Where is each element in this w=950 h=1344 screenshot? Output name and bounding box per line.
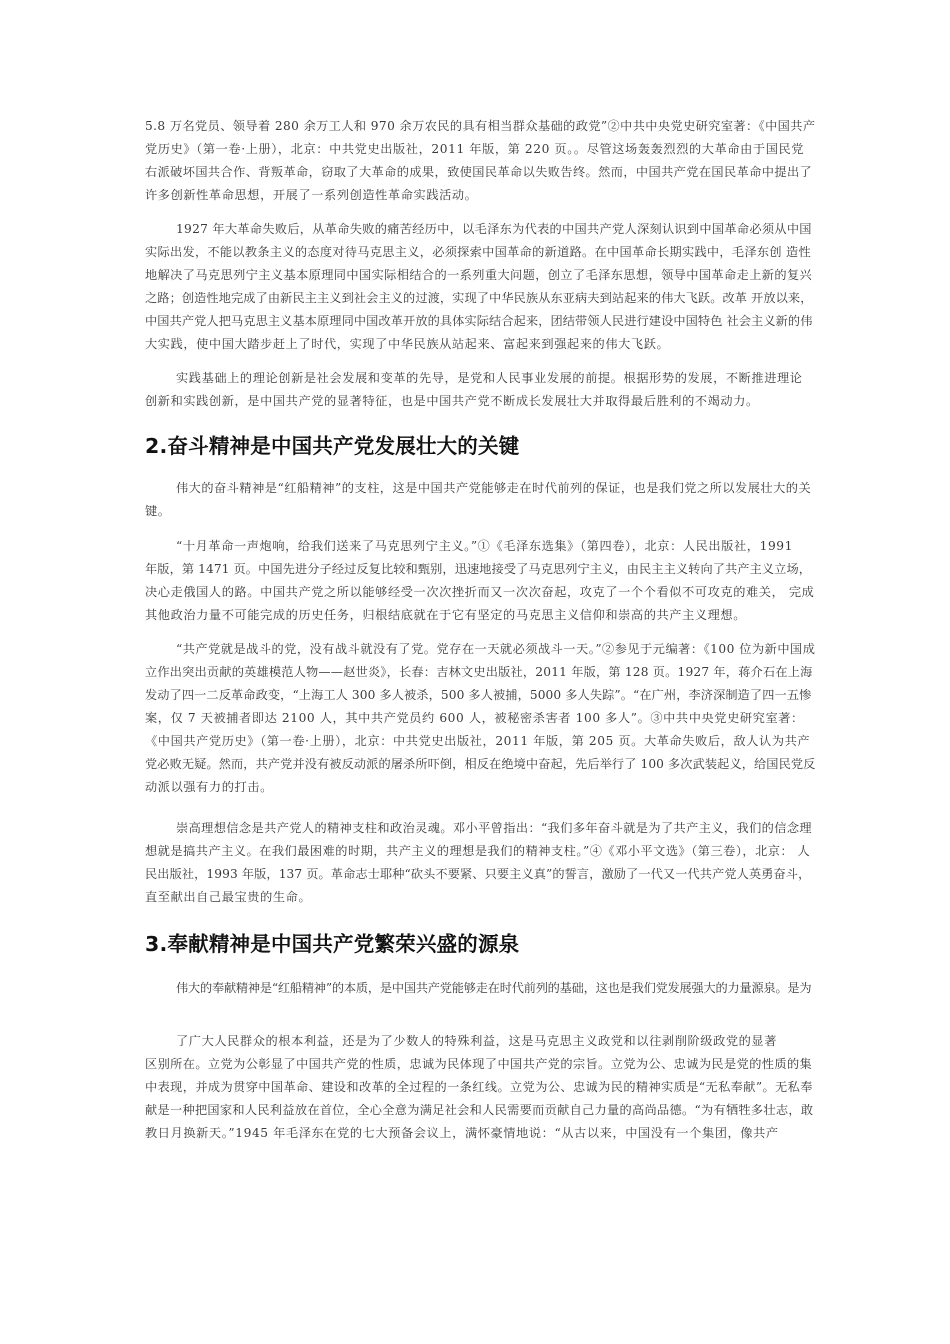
text-line: 许多创新性革命思想，开展了一系列创造性革命实践活动。: [145, 188, 478, 202]
text-line: 发动了四一二反革命政变，“上海工人 300 多人被杀，500 多人被捕，5000 多人失踪”。“在广州，李济深制造了四一五惨: [145, 688, 812, 702]
section-2-paragraph-3: [145, 638, 815, 799]
section-3-heading: 3.奉献精神是中国共产党繁荣兴盛的源泉: [145, 932, 520, 956]
section-3-paragraph-1: [145, 977, 815, 1000]
text-line: 民出版社，1993 年版，137 页。革命志士耶种“砍头不要紧、只要主义真”的誓言，激励了一代又一代共产党人英勇奋斗，: [145, 867, 811, 881]
text-line: 年版，第 1471 页。中国先进分子经过反复比较和甄别，迅速地接受了马克思列宁主义，由民主主义转向了共产主义立场，: [145, 562, 812, 576]
section-2-heading: 2.奋斗精神是中国共产党发展壮大的关键: [145, 434, 520, 458]
text-line: 之路；创造性地完成了由新民主主义到社会主义的过渡，实现了中华民族从东亚病夫到站起来的伟大飞跃。改革 开放以来，: [145, 291, 813, 305]
text-line: 决心走俄国人的路。中国共产党之所以能够经受一次次挫折而又一次次奋起，攻克了一个个看似不可攻克的难关， 完成: [145, 585, 815, 599]
intro-paragraph-2: [145, 218, 815, 356]
text-line: 创新和实践创新，是中国共产党的显著特征，也是中国共产党不断成长发展壮大并取得最后胜利的不竭动力。: [145, 394, 759, 408]
section-2-paragraph-2: [145, 535, 815, 627]
text-line: 党历史》（第一卷·上册），北京：中共党史出版社，2011 年版，第 220 页。。尽管这场轰轰烈烈的大革命由于国民党: [145, 142, 805, 156]
text-line: 党必败无疑。然而，共产党并没有被反动派的屠杀所吓倒，相反在绝境中奋起，先后举行了 100 多次武装起义，给国民党反: [145, 757, 816, 771]
text-line: 动派以强有力的打击。: [145, 780, 273, 794]
text-line: 了广大人民群众的根本利益，还是为了少数人的特殊利益，这是马克思主义政党和以往剥削阶级政党的显著: [176, 1034, 778, 1048]
text-line: 右派破坏国共合作、背叛革命，窃取了大革命的成果，致使国民革命以失败告终。然而，中国共产党在国民革命中提出了: [145, 165, 813, 179]
text-line: 实际出发，不能以教条主义的态度对待马克思主义，必须探索中国革命的新道路。在中国革命长期实践中，毛泽东创 造性: [145, 245, 812, 259]
intro-paragraph-3: [145, 367, 815, 413]
text-line: 《中国共产党历史》（第一卷·上册），北京：中共党史出版社，2011 年版，第 205 页。大革命失败后，敌人认为共产: [145, 734, 811, 748]
text-line: 地解决了马克思列宁主义基本原理同中国实际相结合的一系列重大问题，创立了毛泽东思想，领导中国革命走上新的复兴: [145, 268, 813, 282]
text-line: 案，仅 7 天被捕者即达 2100 人，其中共产党员约 600 人，被秘密杀害者 100 多人”。③中共中央党史研究室著：: [145, 711, 804, 725]
text-line: 1927 年大革命失败后，从革命失败的痛苦经历中，以毛泽东为代表的中国共产党人深刻认识到中国革命必须从中国: [176, 222, 812, 236]
text-line: 5.8 万名党员、领导着 280 余万工人和 970 余万农民的具有相当群众基础的政党”②中共中央党史研究室著：《中国共产: [145, 119, 816, 133]
text-line: 键。: [145, 504, 171, 518]
intro-paragraph-1: [145, 115, 815, 207]
text-line: 献是一种把国家和人民利益放在首位，全心全意为满足社会和人民需要而贡献自己力量的高尚品德。“为有牺牲多壮志，敢: [145, 1103, 814, 1117]
text-line: 直至献出自己最宝贵的生命。: [145, 890, 312, 904]
text-line: 想就是搞共产主义。在我们最困难的时期，共产主义的理想是我们的精神支柱。”④《邓小平文选》（第三卷），北京： 人: [145, 844, 811, 858]
text-line: “十月革命一声炮响，给我们送来了马克思列宁主义。”①《毛泽东选集》（第四卷），北京：人民出版社，1991: [176, 539, 794, 553]
section-3-paragraph-2: [145, 1030, 815, 1145]
text-line: 区别所在。立党为公彰显了中国共产党的性质，忠诚为民体现了中国共产党的宗旨。立党为公、忠诚为民是党的性质的集: [145, 1057, 813, 1071]
text-line: 中国共产党人把马克思主义基本原理同中国改革开放的具体实际结合起来，团结带领人民进行建设中国特色 社会主义新的伟: [145, 314, 813, 328]
text-line: 其他政治力量不可能完成的历史任务，归根结底就在于它有坚定的马克思主义信仰和崇高的共产主义理想。: [145, 608, 747, 622]
text-line: 中表现，并成为贯穿中国革命、建设和改革的全过程的一条红线。立党为公、忠诚为民的精神实质是“无私奉献”。无私奉: [145, 1080, 813, 1094]
text-line: 实践基础上的理论创新是社会发展和变革的先导，是党和人民事业发展的前提。根据形势的发展，不断推进理论: [176, 371, 803, 385]
text-line: 大实践，使中国大踏步赶上了时代，实现了中华民族从站起来、富起来到强起来的伟大飞跃。: [145, 337, 670, 351]
text-line: “共产党就是战斗的党，没有战斗就没有了党。党存在一天就必须战斗一天。”②参见于元编著：《100 位为新中国成: [176, 642, 816, 656]
text-line: 伟大的奋斗精神是“红船精神”的支柱，这是中国共产党能够走在时代前列的保证，也是我们党之所以发展壮大的关: [176, 481, 812, 495]
text-line: 立作出突出贡献的英雄模范人物——赵世炎》，长春：吉林文史出版社，2011 年版，第 128 页。1927 年，蒋介石在上海: [145, 665, 813, 679]
text-line: 教日月换新天。”1945 年毛泽东在党的七大预备会议上，满怀豪情地说：“从古以来，中国没有一个集团，像共产: [145, 1126, 779, 1140]
section-2-paragraph-1: [145, 477, 815, 523]
text-line: 崇高理想信念是共产党人的精神支柱和政治灵魂。邓小平曾指出：“我们多年奋斗就是为了共产主义，我们的信念理: [176, 821, 813, 835]
text-line: 伟大的奉献精神是“红船精神”的本质，是中国共产党能够走在时代前列的基础，这也是我们党发展强大的力量源泉。是为: [176, 981, 812, 995]
section-2-paragraph-4: [145, 817, 815, 909]
